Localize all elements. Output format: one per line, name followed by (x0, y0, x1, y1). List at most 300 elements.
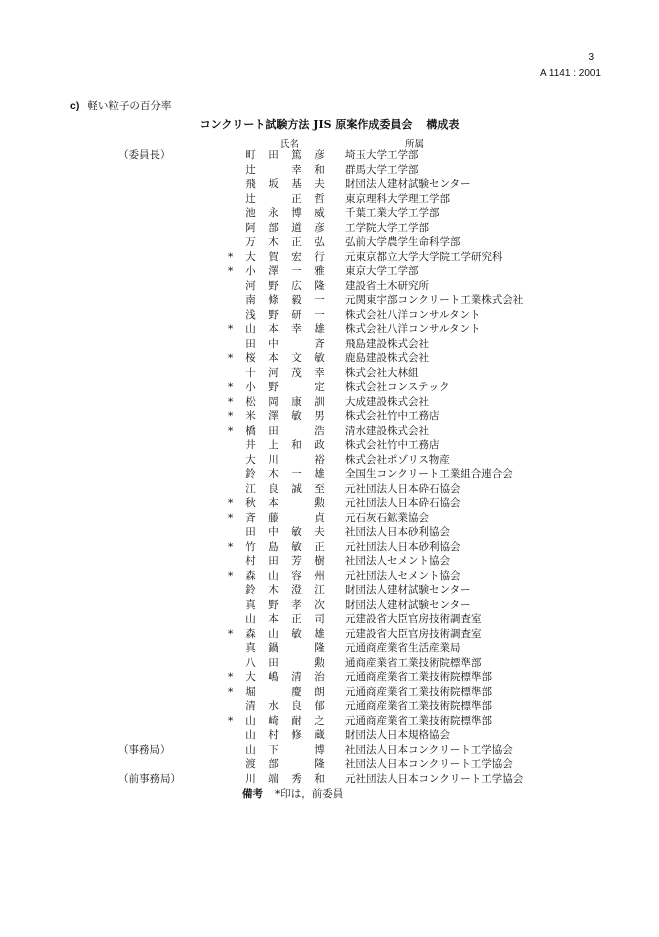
member-affiliation: 元社団法人日本砕石協会 (345, 482, 461, 495)
member-name-char: 河 (245, 279, 256, 292)
member-name (245, 511, 325, 526)
member-row (0, 772, 659, 787)
member-name-char: 真 (245, 642, 256, 654)
member-name-char: 雄 (314, 627, 325, 640)
member-name-char: 山 (268, 569, 279, 582)
member-name-char: 渡 (245, 758, 256, 770)
member-name-char: 一 (314, 308, 325, 321)
member-name-char: 大 (245, 453, 256, 466)
member-row (0, 598, 659, 613)
former-member-mark: * (228, 685, 234, 698)
member-row (0, 177, 659, 192)
member-name-char: 中 (268, 337, 279, 350)
member-name (245, 264, 325, 279)
member-name-char: 田 (245, 337, 256, 350)
member-name-char: 州 (314, 569, 325, 582)
member-name (245, 192, 325, 207)
member-name (245, 250, 325, 265)
member-affiliation: 株式会社竹中工務店 (345, 410, 440, 422)
member-name-char: 一 (291, 468, 302, 480)
member-row (0, 612, 659, 627)
member-name-char: 水 (268, 700, 279, 712)
member-name-char: 幸 (291, 323, 302, 335)
member-name-char: 之 (314, 714, 325, 727)
title-main: コンクリート試験方法 JIS 原案作成委員会 (199, 118, 413, 131)
member-name (245, 583, 325, 598)
member-name-char: 万 (245, 236, 256, 248)
member-name-char: 本 (268, 613, 279, 625)
section-text: 軽い粒子の百分率 (87, 100, 172, 112)
member-name-char: 鈴 (245, 584, 256, 596)
member-name-char: 慶 (291, 685, 302, 698)
member-name-char (291, 453, 302, 468)
member-name-char: 基 (291, 178, 302, 190)
member-name-char (291, 496, 302, 511)
member-name-char: 裕 (314, 453, 325, 466)
member-name-char: 鈴 (245, 468, 256, 480)
member-name (245, 656, 325, 671)
member-name-char: 耐 (291, 714, 302, 727)
member-name-char: 行 (314, 250, 325, 263)
member-name-char: 雄 (314, 323, 325, 335)
member-name-char: 修 (291, 729, 302, 741)
member-name-char: 井 (245, 439, 256, 451)
member-name-char: 江 (245, 482, 256, 495)
member-name-char: 田 (268, 149, 279, 161)
member-name-char: 澤 (268, 265, 279, 277)
member-name-char: 小 (245, 381, 256, 393)
former-member-mark: * (228, 410, 234, 422)
member-name-char: 岡 (268, 395, 279, 408)
member-affiliation: 元通商産業省生活産業局 (345, 642, 461, 654)
member-affiliation: 鹿島建設株式会社 (345, 352, 429, 364)
member-affiliation: 東京理科大学理工学部 (345, 192, 450, 205)
member-name (245, 685, 325, 700)
member-name-char: 森 (245, 569, 256, 582)
member-name (245, 293, 325, 308)
member-name (245, 467, 325, 482)
member-row (0, 221, 659, 236)
member-affiliation: 元通商産業省工業技術院標準部 (345, 700, 492, 712)
member-name (245, 438, 325, 453)
member-affiliation: 元社団法人日本砕石協会 (345, 497, 461, 509)
member-name-char (291, 337, 302, 352)
member-name-char: 下 (268, 743, 279, 756)
member-affiliation: 株式会社竹中工務店 (345, 439, 440, 451)
page-number: 3 (588, 52, 594, 63)
member-row (0, 525, 659, 540)
title-sub: 構成表 (426, 118, 460, 131)
member-name-char: 毅 (291, 294, 302, 306)
member-name-char: 堀 (245, 685, 256, 698)
page-title (0, 116, 659, 132)
member-name-char: 斉 (314, 337, 325, 350)
member-row (0, 380, 659, 395)
member-name (245, 453, 325, 468)
member-name-char: 永 (268, 207, 279, 219)
member-name-char: 樹 (314, 555, 325, 567)
member-name-char: 大 (245, 250, 256, 263)
member-name (245, 366, 325, 381)
column-header-affiliation: 所属 (405, 139, 425, 150)
member-name-char: 治 (314, 671, 325, 683)
member-name-char: 野 (268, 598, 279, 611)
former-member-mark: * (228, 671, 234, 683)
member-row (0, 148, 659, 163)
member-name-char: 桜 (245, 352, 256, 364)
member-name-char: 良 (291, 700, 302, 712)
member-name-char: 和 (291, 439, 302, 451)
member-affiliation: 元東京都立大学大学院工学研究科 (345, 250, 503, 263)
member-name-char: 部 (268, 758, 279, 770)
member-name-char: 本 (268, 352, 279, 364)
member-row (0, 322, 659, 337)
member-row (0, 337, 659, 352)
member-row (0, 206, 659, 221)
member-name-char: 田 (245, 526, 256, 538)
member-name (245, 322, 325, 337)
member-affiliation: 元建設省大臣官房技術調査室 (345, 627, 482, 640)
member-name-char: 彦 (314, 221, 325, 234)
member-affiliation: 元社団法人セメント協会 (345, 569, 461, 582)
member-name-char (268, 685, 279, 700)
member-name-char: 次 (314, 598, 325, 611)
member-row (0, 453, 659, 468)
member-name-char: 木 (268, 236, 279, 248)
member-name-char: 野 (268, 381, 279, 393)
member-name-char: 本 (268, 497, 279, 509)
member-row (0, 641, 659, 656)
member-row (0, 482, 659, 497)
member-affiliation: 財団法人建材試験センター (345, 598, 471, 611)
member-affiliation: 元通商産業省工業技術院標準部 (345, 685, 492, 698)
column-header-name: 氏名 (280, 139, 300, 150)
member-row (0, 235, 659, 250)
member-name-char: 敏 (291, 627, 302, 640)
member-name (245, 641, 325, 656)
member-affiliation: 株式会社八洋コンサルタント (345, 323, 481, 335)
member-name-char: 隆 (314, 758, 325, 770)
member-row (0, 757, 659, 772)
member-name-char (291, 743, 302, 758)
member-name-char: 哲 (314, 192, 325, 205)
former-member-mark: * (228, 381, 234, 393)
member-name-char: 森 (245, 627, 256, 640)
member-name (245, 177, 325, 192)
member-name-char: 中 (268, 526, 279, 538)
member-row (0, 250, 659, 265)
member-name-char: 夫 (314, 178, 325, 190)
member-affiliation: 元通商産業省工業技術院標準部 (345, 714, 492, 727)
member-name-char: 竹 (245, 540, 256, 553)
member-name-char: 正 (314, 540, 325, 553)
member-name-char: 蔵 (314, 729, 325, 741)
member-name-char: 良 (268, 482, 279, 495)
member-row (0, 627, 659, 642)
member-affiliation: 埼玉大学工学部 (345, 149, 419, 161)
member-name-char: 江 (314, 584, 325, 596)
former-member-mark: * (228, 627, 234, 640)
member-row (0, 279, 659, 294)
member-name-char: 澄 (291, 584, 302, 596)
member-name (245, 598, 325, 613)
member-name-char: 山 (245, 729, 256, 741)
member-name-char: 和 (314, 772, 325, 785)
member-name-char: 至 (314, 482, 325, 495)
member-affiliation: 建設省土木研究所 (345, 279, 429, 292)
member-name (245, 308, 325, 323)
member-name (245, 569, 325, 584)
member-name-char: 博 (314, 743, 325, 756)
member-name-char: 米 (245, 410, 256, 422)
member-name-char: 嶋 (268, 671, 279, 683)
member-affiliation: 全国生コンクリート工業組合連合会 (345, 468, 513, 480)
member-name (245, 279, 325, 294)
former-member-mark: * (228, 511, 234, 524)
member-affiliation: 群馬大学工学部 (345, 163, 419, 176)
member-name (245, 221, 325, 236)
former-member-mark: * (228, 265, 234, 277)
member-name-char: 野 (268, 308, 279, 321)
former-member-mark: * (228, 323, 234, 335)
former-member-mark: * (228, 395, 234, 408)
member-name-char: 十 (245, 366, 256, 379)
member-name (245, 627, 325, 642)
member-row (0, 366, 659, 381)
section-heading (70, 98, 171, 113)
section-label: c) (70, 100, 80, 112)
member-name-char: 文 (291, 352, 302, 364)
member-list (0, 148, 659, 786)
member-name-char: 雄 (314, 468, 325, 480)
member-name-char: 町 (245, 149, 256, 161)
member-name-char (291, 511, 302, 526)
member-affiliation: 大成建設株式会社 (345, 395, 429, 408)
member-name-char: 坂 (268, 178, 279, 190)
member-role: （委員長） (118, 149, 171, 161)
member-name-char: 山 (245, 323, 256, 335)
member-name-char: 博 (291, 207, 302, 219)
member-name-char: 飛 (245, 178, 256, 190)
member-name-char: 小 (245, 265, 256, 277)
member-row (0, 554, 659, 569)
member-name (245, 380, 325, 395)
member-name-char: 松 (245, 395, 256, 408)
member-affiliation: 千葉工業大学工学部 (345, 207, 440, 219)
member-name-char: 野 (268, 279, 279, 292)
member-name-char: 正 (291, 613, 302, 625)
member-name-char: 浅 (245, 308, 256, 321)
member-affiliation: 元建設省大臣官房技術調査室 (345, 613, 482, 625)
member-affiliation: 元社団法人日本砂利協会 (345, 540, 461, 553)
member-name (245, 496, 325, 511)
former-member-mark: * (228, 497, 234, 509)
member-affiliation: 通商産業省工業技術院標準部 (345, 656, 482, 669)
note-text: *印は，前委員 (275, 788, 344, 800)
member-affiliation: 元関東宇部コンクリート工業株式会社 (345, 294, 524, 306)
member-affiliation: 株式会社ポゾリス物産 (345, 453, 450, 466)
member-name-char: 賀 (268, 250, 279, 263)
member-name-char (268, 192, 279, 207)
member-affiliation: 清水建設株式会社 (345, 424, 429, 437)
member-row (0, 395, 659, 410)
member-name-char: 島 (268, 540, 279, 553)
member-name-char: 崎 (268, 714, 279, 727)
member-name-char: 村 (245, 555, 256, 567)
member-name-char (268, 163, 279, 178)
note-label: 備考 (242, 788, 263, 800)
member-row (0, 728, 659, 743)
member-name-char: 斉 (245, 511, 256, 524)
member-name-char: 秋 (245, 497, 256, 509)
member-affiliation: 株式会社大林組 (345, 366, 419, 379)
member-name-char: 広 (291, 279, 302, 292)
member-name (245, 395, 325, 410)
member-name-char: 鍋 (268, 642, 279, 654)
member-name-char: 威 (314, 207, 325, 219)
member-name-char: 篤 (291, 149, 302, 161)
member-name-char: 彦 (314, 149, 325, 161)
member-name-char: 藤 (268, 511, 279, 524)
member-name-char: 一 (291, 265, 302, 277)
member-affiliation: 社団法人日本コンクリート工学協会 (345, 758, 513, 770)
member-name-char: 浩 (314, 424, 325, 437)
member-row (0, 351, 659, 366)
member-name-char: 山 (245, 743, 256, 756)
member-name (245, 525, 325, 540)
member-name (245, 482, 325, 497)
member-name-char: 村 (268, 729, 279, 741)
member-name-char: 一 (314, 294, 325, 306)
member-name-char: 川 (245, 772, 256, 785)
member-row (0, 699, 659, 714)
member-row (0, 685, 659, 700)
member-name-char: 本 (268, 323, 279, 335)
member-name-char: 孝 (291, 598, 302, 611)
former-member-mark: * (228, 424, 234, 437)
member-affiliation: 社団法人セメント協会 (345, 555, 450, 567)
former-member-mark: * (228, 714, 234, 727)
member-affiliation: 株式会社八洋コンサルタント (345, 308, 481, 321)
member-name-char: 雅 (314, 265, 325, 277)
member-name-char: 橋 (245, 424, 256, 437)
former-member-mark: * (228, 540, 234, 553)
member-name-char: 夫 (314, 526, 325, 538)
member-name-char: 茂 (291, 366, 302, 379)
member-name (245, 235, 325, 250)
member-row (0, 424, 659, 439)
member-name (245, 337, 325, 352)
member-name (245, 728, 325, 743)
member-row (0, 438, 659, 453)
member-row (0, 163, 659, 178)
member-affiliation: 株式会社コンステック (345, 381, 450, 393)
member-row (0, 467, 659, 482)
member-name-char: 和 (314, 163, 325, 176)
member-name-char: 幸 (291, 163, 302, 176)
member-row (0, 670, 659, 685)
member-name-char: 貞 (314, 511, 325, 524)
member-affiliation: 財団法人建材試験センター (345, 584, 471, 596)
member-row (0, 293, 659, 308)
member-name-char: 辻 (245, 192, 256, 205)
member-name-char: 敏 (291, 410, 302, 422)
member-name-char: 誠 (291, 482, 302, 495)
member-affiliation: 飛島建設株式会社 (345, 337, 429, 350)
member-name-char: 部 (268, 221, 279, 234)
member-name-char: 木 (268, 584, 279, 596)
member-name-char: 山 (245, 613, 256, 625)
member-name-char: 道 (291, 221, 302, 234)
former-member-mark: * (228, 352, 234, 364)
member-name-char (291, 757, 302, 772)
member-name-char: 隆 (314, 642, 325, 654)
member-name-char: 八 (245, 656, 256, 669)
member-name-char: 幸 (314, 366, 325, 379)
member-row (0, 264, 659, 279)
standard-number: A 1141 : 2001 (540, 68, 601, 79)
member-name-char: 真 (245, 598, 256, 611)
former-member-mark: * (228, 250, 234, 263)
member-name-char (291, 380, 302, 395)
member-name (245, 424, 325, 439)
member-name-char: 田 (268, 656, 279, 669)
member-name-char: 南 (245, 294, 256, 306)
former-member-mark: * (228, 569, 234, 582)
member-name-char: 勲 (314, 656, 325, 669)
member-name-char: 秀 (291, 772, 302, 785)
member-name (245, 772, 325, 787)
member-affiliation: 社団法人日本コンクリート工学協会 (345, 743, 513, 756)
member-row (0, 540, 659, 555)
member-name-char: 木 (268, 468, 279, 480)
member-affiliation: 財団法人日本規格協会 (345, 729, 450, 741)
member-name-char: 朗 (314, 685, 325, 698)
member-name-char: 勲 (314, 497, 325, 509)
member-name-char: 宏 (291, 250, 302, 263)
member-name (245, 554, 325, 569)
member-affiliation: 財団法人建材試験センター (345, 178, 471, 190)
member-name-char (291, 656, 302, 671)
member-name-char: 正 (291, 236, 302, 248)
member-row (0, 496, 659, 511)
member-affiliation: 東京大学工学部 (345, 265, 419, 277)
member-name-char: 敏 (291, 540, 302, 553)
member-name-char: 容 (291, 569, 302, 582)
member-affiliation: 工学院大学工学部 (345, 221, 429, 234)
member-name (245, 540, 325, 555)
member-name-char (291, 424, 302, 439)
member-name (245, 163, 325, 178)
member-name-char: 隆 (314, 279, 325, 292)
member-name (245, 757, 325, 772)
member-affiliation: 社団法人日本砂利協会 (345, 526, 450, 538)
member-name-char: 正 (291, 192, 302, 205)
member-name (245, 743, 325, 758)
member-name-char: 男 (314, 410, 325, 422)
member-name-char: 政 (314, 439, 325, 451)
member-name (245, 351, 325, 366)
member-affiliation: 元通商産業省工業技術院標準部 (345, 671, 492, 683)
member-name (245, 409, 325, 424)
member-name-char: 上 (268, 439, 279, 451)
member-name-char: 川 (268, 453, 279, 466)
member-name-char: 端 (268, 772, 279, 785)
member-name-char: 定 (314, 381, 325, 393)
member-row (0, 583, 659, 598)
member-name-char: 山 (268, 627, 279, 640)
member-name-char: 池 (245, 207, 256, 219)
